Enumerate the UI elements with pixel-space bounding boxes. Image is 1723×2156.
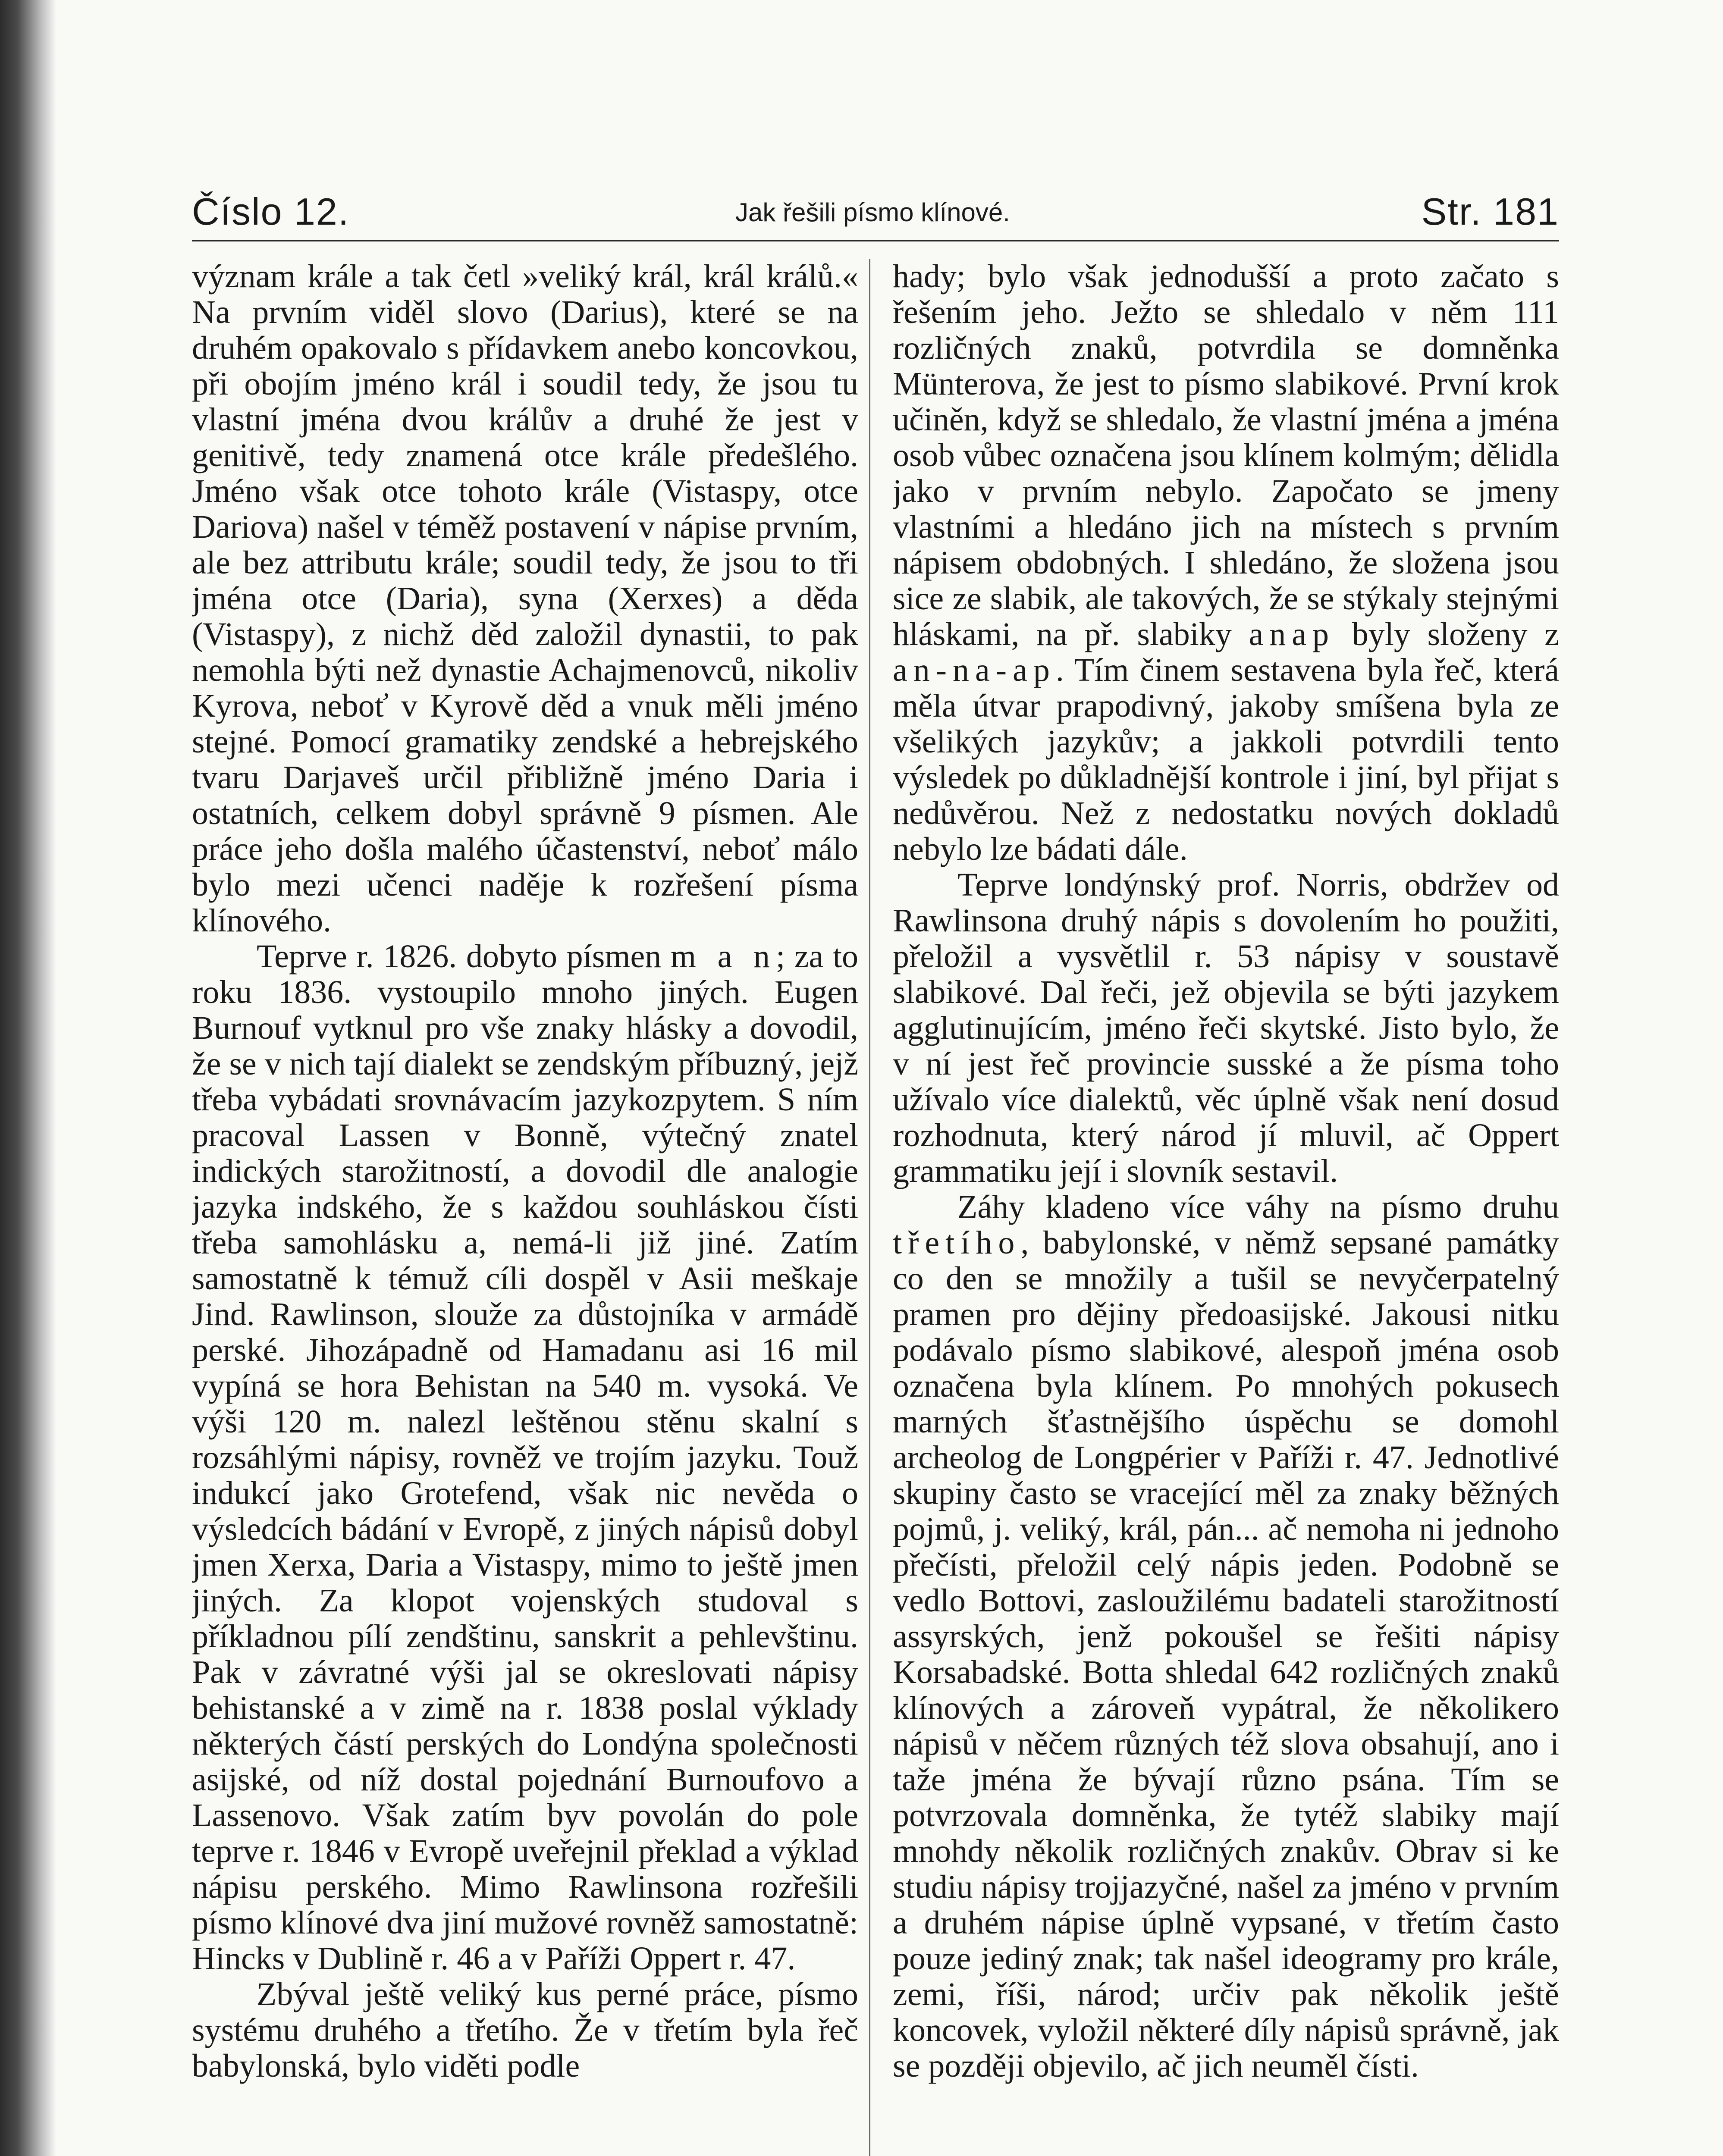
right-paragraph-3 [893,1189,1559,2084]
right-column [893,259,1559,2156]
spaced-syllables-an-na-ap: an-na-ap [893,652,1056,688]
spaced-word-tretiho: třetího [893,1225,1021,1261]
running-title: Jak řešili písmo klínové. [735,198,1010,227]
right-paragraph-1 [893,259,1559,867]
left-paragraph-2 [192,939,858,1977]
left-paragraph-1: význam krále a tak četl »veliký král, král králů.« Na prvním viděl slovo (Darius), které se na druhém opakovalo s přídavkem anebo koncovkou, při obojím jméno král i soudil tedy, že jsou tu vlastní jména dvou králův a druhé že jest v genitivě, tedy znamená otce krále předešlého. Jméno však otce tohoto krále (Vistaspy, otce Dariova) našel v téměž postavení v nápise prvním, ale bez attributu krále; soudil tedy, že jsou to tři jména otce (Daria), syna (Xerxes) a děda (Vistaspy), z nichž děd založil dynastii, to pak nemohla býti než dynastie Achajmenovců, nikoliv Kyrova, neboť v Kyrově děd a vnuk měli jméno stejné. Pomocí gramatiky zendské a hebrejského tvaru Darjaveš určil přibližně jméno Daria i ostatních, celkem dobyl správně 9 písmen. Ale práce jeho došla malého účastenství, neboť málo bylo mezi učenci naděje k rozřešení písma klínového. [192,259,858,939]
book-spine-shadow [0,0,56,2156]
left-paragraph-3: Zbýval ještě veliký kus perné práce, písmo systému druhého a třetího. Že v třetím byla řeč babylonská, bylo viděti podle [192,1976,858,2084]
running-header [192,190,1559,237]
page-number: Str. 181 [1421,190,1559,233]
left-paragraph-2-text-b: ; za to roku 1836. vystoupilo mnoho jiných. Eugen Burnouf vytknul pro vše znaky hlásky a dovodil, že se v nich tají dialekt se zendským příbuzný, jejž třeba vybádati srovnávacím jazykozpytem. S ním pracoval Lassen v Bonně, výtečný znatel indických starožitností, a dovodil dle analogie jazyka indského, že s každou souhláskou čísti třeba samohlásku a, nemá-li již jiné. Zatím samostatně k témuž cíli dospěl v Asii meškaje Jind. Rawlinson, slouže za důstojníka v armádě perské. Jihozápadně od Hamadanu asi 16 mil vypíná se hora Behistan na 540 m. vysoká. Ve výši 120 m. nalezl leštěnou stěnu skalní s rozsáhlými nápisy, rovněž ve trojím jazyku. Touž indukcí jako Grotefend, však nic nevěda o výsledcích bádání v Evropě, z jiných nápisů dobyl jmen Xerxa, Daria a Vistaspy, mimo to ještě jmen jiných. Za klopot vojenských studoval s příkladnou pílí zendštinu, sanskrit a pehlevštinu. Pak v závratné výši jal se okreslovati nápisy behistanské a v zimě na r. 1838 poslal výklady některých částí perských do Londýna společnosti asijské, od níž dostal pojednání Burnoufovo a Lassenovo. Však zatím byv povolán do pole teprve r. 1846 v Evropě uveřejnil překlad a výklad nápisu perského. Mimo Rawlinsona rozřešili písmo klínové dva jiní mužové rovněž samostatně: Hincks v Dublině r. 46 a v Paříži Oppert r. 47. [192,938,858,1977]
column-divider [869,259,870,2156]
left-paragraph-2-text-a: Teprve r. 1826. dobyto písmen [257,938,662,975]
spaced-letters-man: m a n [670,938,776,975]
left-column [192,259,858,2156]
right-paragraph-2: Teprve londýnský prof. Norris, obdržev od Rawlinsona druhý nápis s dovolením ho použiti, přeložil a vysvětlil r. 53 nápisy v soustavě slabikové. Dal řeči, jež objevila se býti jazykem agglutinujícím, jméno řeči skytské. Jisto bylo, že v ní jest řeč provincie susské a že písma toho užívalo více dialektů, věc úplně však není dosud rozhodnuta, který národ jí mluvil, ač Oppert grammatiku její i slovník sestavil. [893,867,1559,1189]
right-paragraph-1-text-c: . Tím činem sestavena byla řeč, která měla útvar prapodivný, jakoby smíšena byla ze všelikých jazykův; a jakkoli potvrdili tento výsledek po důkladnější kontrole i jiní, byl přijat s nedůvěrou. Než z nedostatku nových dokladů nebylo lze bádati dále. [893,652,1559,867]
right-paragraph-1-text-b: byly složeny z [1352,616,1559,652]
right-paragraph-3-text-b: , babylonské, v němž sepsané památky co den se množily a tušil se nevyčerpatelný pramen pro dějiny předoasijské. Jakousi nitku podávalo písmo slabikové, alespoň jména osob označena byla klínem. Po mnohých pokusech marných šťastnějšího úspěchu se domohl archeolog de Longpérier v Paříži r. 47. Jednotlivé skupiny často se vracející měl za znaky běžných pojmů, j. veliký, král, pán... ač nemoha ni jednoho přečísti, přeložil celý nápis jeden. Podobně se vedlo Bottovi, zasloužilému badateli starožitností assyrských, jenž pokoušel se řešiti nápisy Korsabadské. Botta shledal 642 rozličných znaků klínových a zároveň vypátral, že několikero nápisů v něčem různých též slova obsahují, ano i taže jména že bývají různo psána. Tím se potvrzovala domněnka, že tytéž slabiky mají mnohdy několik rozličných znakův. Obrav si ke studiu nápisy trojjazyčné, našel za jméno v prvním a druhém nápise úplně vypsané, v třetím často pouze jediný znak; tak našel ideogramy pro krále, zemi, říši, národ; určiv pak několik ještě koncovek, vyložil některé díly nápisů správně, jak se později objevilo, ač jich neuměl čísti. [893,1225,1559,2084]
issue-number: Číslo 12. [192,190,350,233]
spaced-syllable-anap: anap [1249,616,1335,652]
right-paragraph-3-text-a: Záhy kladeno více váhy na písmo druhu [957,1189,1559,1225]
right-paragraph-1-text-a: hady; bylo však jednodušší a proto začato s řešením jeho. Ježto se shledalo v něm 111 rozličných znaků, potvrdila se domněnka Münterova, že jest to písmo slabikové. První krok učiněn, když se shledalo, že vlastní jména a jména osob vůbec označena jsou klínem kolmým; dělidla jako v prvním nebylo. Započato se jmeny vlastními a hledáno jich na místech s prvním nápisem obdobných. I shledáno, že složena jsou sice ze slabik, ale takových, že se stýkaly stejnými hláskami, na př. slabiky [893,259,1559,652]
header-rule [192,240,1559,241]
